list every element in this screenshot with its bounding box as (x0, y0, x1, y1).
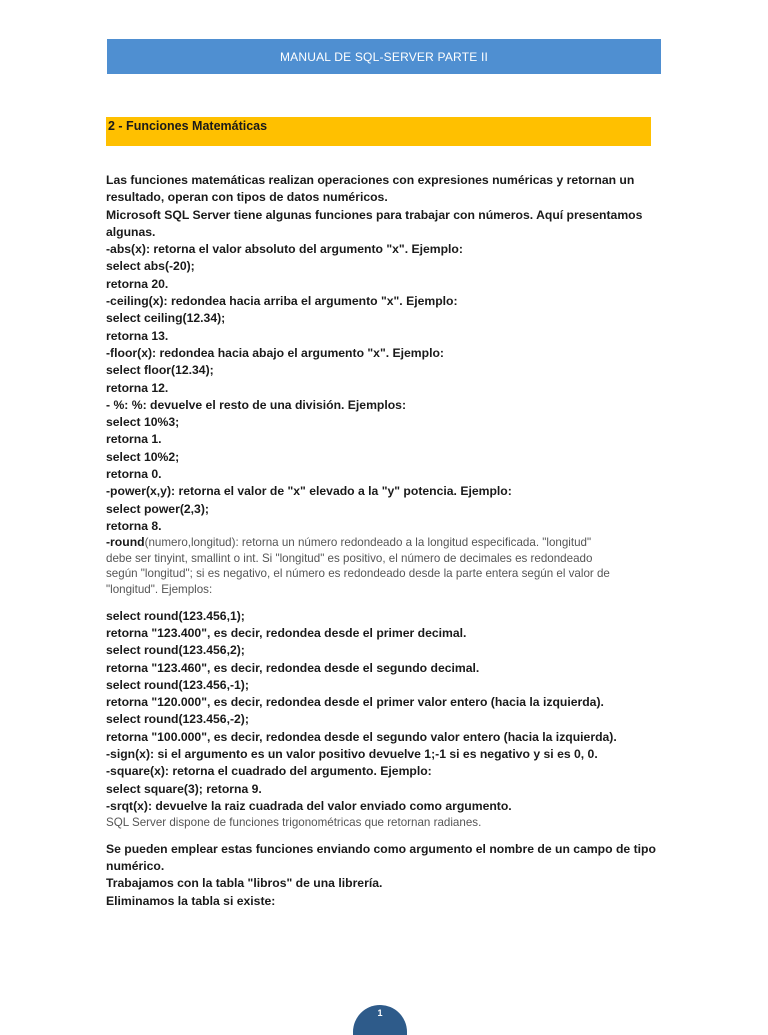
text-line: Las funciones matemáticas realizan operaciones con expresiones numéricas y retornan un (106, 173, 635, 187)
text-line: -ceiling(x): redondea hacia arriba el argumento "x". Ejemplo: (106, 294, 458, 309)
code-line: select round(123.456,2); (106, 643, 245, 658)
text-line: retorna 20. (106, 276, 169, 291)
text-line: - %: %: devuelve el resto de una división. Ejemplos: (106, 397, 407, 412)
text-line: -srqt(x): devuelve la raiz cuadrada del valor enviado como argumento. (106, 798, 512, 813)
text-line: retorna 0. (106, 467, 162, 482)
text-line: retorna "100.000", es decir, redondea desde el segundo valor entero (hacia la izquierda). (106, 729, 617, 744)
text-line: -power(x,y): retorna el valor de "x" elevado a la "y" potencia. Ejemplo: (106, 484, 512, 499)
section-title: 2 - Funciones Matemáticas (108, 119, 268, 133)
code-line: select abs(-20); (106, 259, 195, 274)
section-heading (106, 117, 651, 146)
text-line: Trabajamos con la tabla "libros" de una librería. (106, 876, 383, 891)
code-line: select floor(12.34); (106, 363, 214, 378)
text-line: retorna 13. (106, 328, 169, 343)
text-line: numérico. (106, 859, 165, 874)
header-title: MANUAL DE SQL-SERVER PARTE II (279, 49, 489, 64)
text-line: -square(x): retorna el cuadrado del argumento. Ejemplo: (106, 764, 432, 779)
text-line: -floor(x): redondea hacia abajo el argumento "x". Ejemplo: (106, 345, 444, 360)
spacer (106, 598, 666, 608)
round-description-line: debe ser tinyint, smallint o int. Si "longitud" es positivo, el número de decimales es redondeado (106, 551, 593, 565)
round-description-line: "longitud". Ejemplos: (106, 583, 213, 597)
code-line: select round(123.456,-2); (106, 712, 249, 727)
page-number-tab (353, 1005, 407, 1035)
round-label: -round (106, 535, 145, 550)
code-line: select round(123.456,-1); (106, 677, 249, 692)
text-line: -sign(x): si el argumento es un valor positivo devuelve 1;-1 si es negativo y si es 0, 0. (106, 746, 598, 761)
code-line: select square(3); retorna 9. (106, 781, 262, 796)
code-line: select power(2,3); (106, 501, 209, 516)
text-line: retorna "123.400", es decir, redondea desde el primer decimal. (106, 625, 467, 640)
code-line: select 10%2; (106, 449, 180, 464)
text-line: Se pueden emplear estas funciones enviando como argumento el nombre de un campo de tipo (106, 841, 656, 856)
code-line: select ceiling(12.34); (106, 311, 226, 326)
document-body (106, 172, 666, 910)
document-header (107, 39, 661, 74)
text-line: -abs(x): retorna el valor absoluto del argumento "x". Ejemplo: (106, 242, 463, 257)
trig-line: SQL Server dispone de funciones trigonométricas que retornan radianes. (106, 816, 482, 830)
page-number: 1 (377, 1008, 383, 1018)
text-line: retorna "120.000", es decir, redondea desde el primer valor entero (hacia la izquierda). (106, 695, 604, 710)
text-line: Eliminamos la tabla si existe: (106, 893, 276, 908)
text-line: Microsoft SQL Server tiene algunas funciones para trabajar con números. Aquí presentamos (106, 207, 643, 222)
code-line: select 10%3; (106, 415, 180, 430)
spacer (106, 831, 666, 841)
round-text: (numero,longitud): retorna un número redondeado a la longitud especificada. "longitud" (144, 536, 592, 550)
text-line: retorna 12. (106, 380, 169, 395)
round-description-line: según "longitud"; si es negativo, el número es redondeado desde la parte entera según el valor de (106, 567, 610, 581)
round-description-line (106, 535, 666, 551)
text-line: algunas. (106, 224, 156, 239)
text-line: retorna 8. (106, 518, 162, 533)
text-line: resultado, operan con tipos de datos numéricos. (106, 190, 388, 205)
text-line: retorna "123.460", es decir, redondea desde el segundo decimal. (106, 660, 480, 675)
text-line: retorna 1. (106, 432, 162, 447)
code-line: select round(123.456,1); (106, 608, 245, 623)
